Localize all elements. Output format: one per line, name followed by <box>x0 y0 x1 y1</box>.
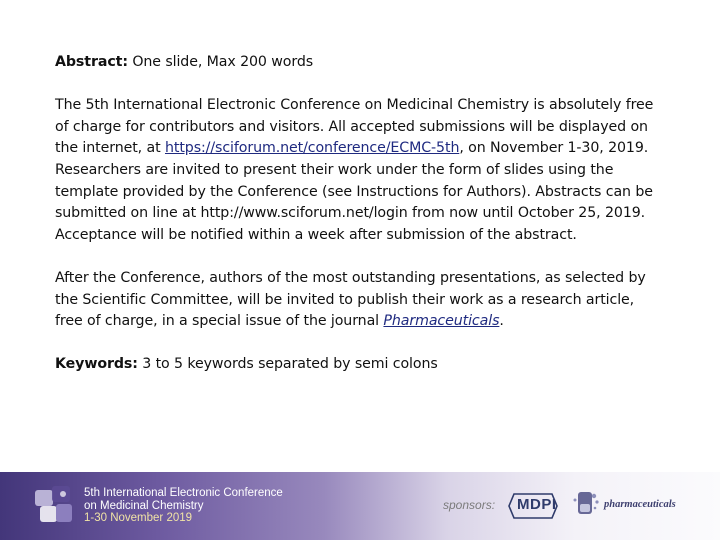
conference-logo-icon <box>34 484 74 528</box>
sponsors-label: sponsors: <box>443 498 496 512</box>
abstract-label: Abstract: <box>55 54 128 70</box>
conference-link[interactable]: https://sciforum.net/conference/ECMC-5th <box>164 140 460 157</box>
journal-link[interactable]: Pharmaceuticals <box>383 313 500 330</box>
conference-dates: 1-30 November 2019 <box>84 512 193 524</box>
abstract-line <box>55 52 665 74</box>
conference-title-line2: on Medicinal Chemistry <box>84 499 204 512</box>
mdpi-logo-text: MDPI <box>517 496 557 513</box>
p2-text-start: After the Conference, authors of the most outstanding presentations, as selected by the Scientific Committee, will be invited to publish their work as a research article, free of charge, in a special issue of the journal <box>55 269 646 330</box>
keywords-label: Keywords: <box>55 356 138 373</box>
pharmaceuticals-logo-text: pharmaceuticals <box>604 499 676 510</box>
abstract-text: One slide, Max 200 words <box>127 54 314 70</box>
p2-text-end: . <box>499 313 504 330</box>
pharmaceuticals-logo-icon <box>570 488 602 522</box>
conference-title-block <box>84 487 283 525</box>
keywords-line <box>55 354 665 376</box>
slide-content <box>55 52 665 398</box>
conference-footer-banner <box>0 472 720 540</box>
paragraph-publication-info <box>55 268 665 333</box>
p1-text-start: The 5th International Electronic Conference on Medicinal Chemistry is absolutely free of charge for contributors and visitors. All accepted submissions will be displayed on the internet, at <box>55 97 654 157</box>
paragraph-conference-info <box>55 95 665 246</box>
mdpi-logo <box>508 492 558 520</box>
keywords-text: 3 to 5 keywords separated by semi colons <box>137 356 438 373</box>
conference-title-line1: 5th International Electronic Conference <box>84 487 283 499</box>
p1-text-end: , on November 1-30, 2019. Researchers are invited to present their work under the form of slides using the template provided by the Conference (see Instructions for Authors). Abstracts can be submitted on line at http://www.sciforum.net/login from now until October 25, 2019. Acceptance will be notified within a week after submission of the abstract. <box>55 140 653 243</box>
